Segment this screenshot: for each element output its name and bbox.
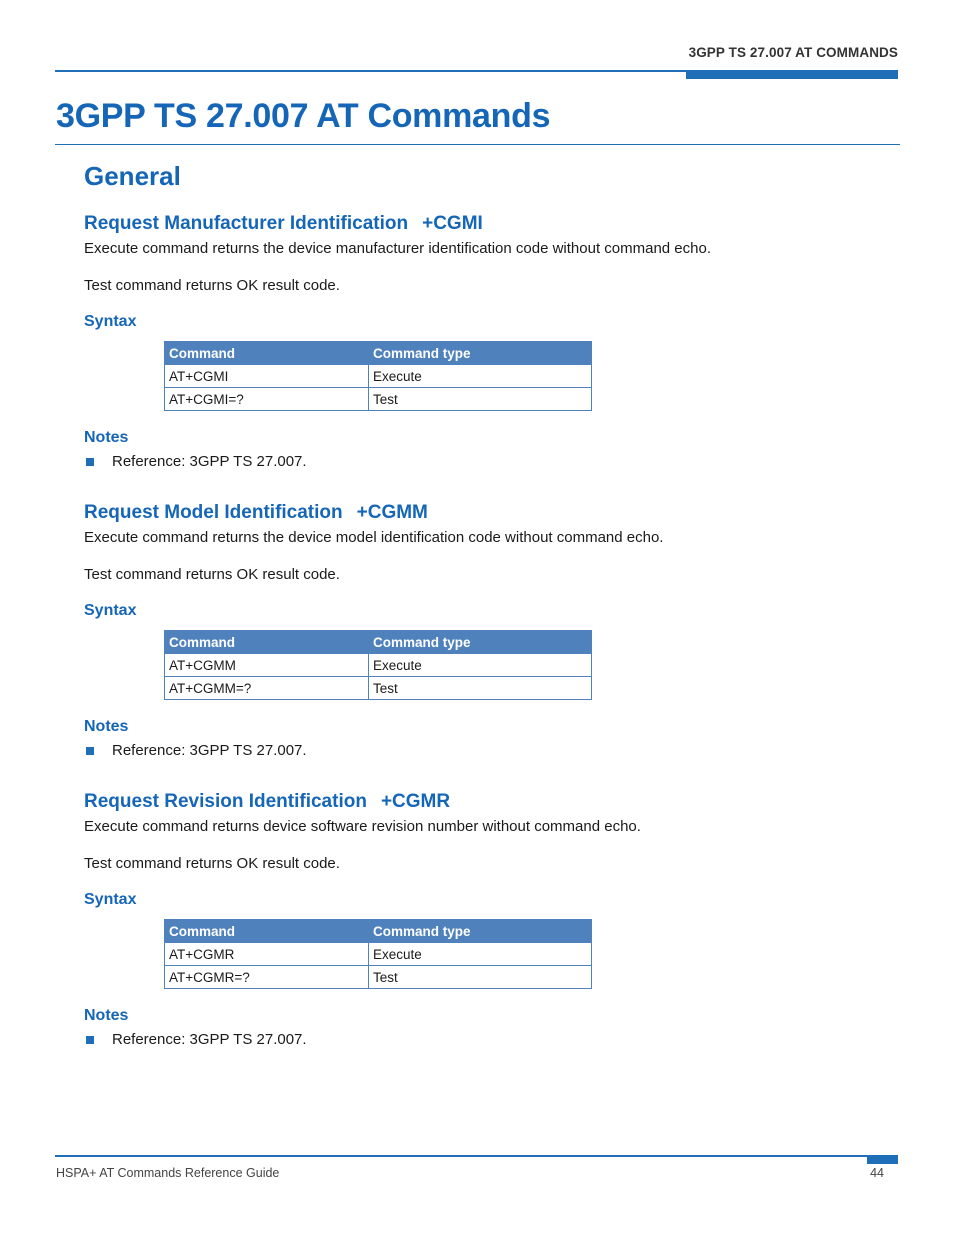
section-cgmr <box>84 788 904 1051</box>
subsection-title <box>84 788 904 816</box>
square-bullet-icon <box>86 747 94 755</box>
subsection-command: +CGMR <box>380 791 451 812</box>
subsection-name: Request Manufacturer Identification <box>84 213 409 234</box>
description-test: Test command returns OK result code. <box>84 277 340 294</box>
title-rule <box>55 144 900 145</box>
page-number: 44 <box>870 1166 884 1180</box>
square-bullet-icon <box>86 458 94 466</box>
notes-heading: Notes <box>84 718 129 735</box>
description-test: Test command returns OK result code. <box>84 566 340 583</box>
cell-type: Test <box>369 388 592 411</box>
notes-heading: Notes <box>84 429 129 446</box>
cell-type: Test <box>369 677 592 700</box>
syntax-table <box>164 919 592 989</box>
description-execute: Execute command returns the device manufacturer identification code without command echo. <box>84 240 711 257</box>
note-text: Reference: 3GPP TS 27.007. <box>112 453 307 470</box>
header-accent-block <box>686 70 898 79</box>
table-row <box>165 388 592 411</box>
cell-type: Execute <box>369 365 592 388</box>
section-cgmi <box>84 210 904 473</box>
subsection-name: Request Model Identification <box>84 502 343 523</box>
column-header-type: Command type <box>369 920 592 943</box>
column-header-command: Command <box>165 920 369 943</box>
running-header: 3GPP TS 27.007 AT COMMANDS <box>688 45 898 60</box>
table-row <box>165 943 592 966</box>
table-row <box>165 654 592 677</box>
footer-rule <box>55 1155 867 1157</box>
list-item <box>84 740 904 762</box>
syntax-table <box>164 630 592 700</box>
syntax-heading: Syntax <box>84 313 137 330</box>
subsection-name: Request Revision Identification <box>84 791 367 812</box>
footer-accent-block <box>867 1155 898 1164</box>
syntax-heading: Syntax <box>84 602 137 619</box>
footer-doc-title: HSPA+ AT Commands Reference Guide <box>56 1166 280 1180</box>
column-header-command: Command <box>165 342 369 365</box>
subsection-command: +CGMM <box>356 502 428 523</box>
syntax-heading: Syntax <box>84 891 137 908</box>
note-text: Reference: 3GPP TS 27.007. <box>112 742 307 759</box>
section-title: General <box>84 161 181 191</box>
header-rule <box>55 70 686 72</box>
page-title: 3GPP TS 27.007 AT Commands <box>56 97 551 135</box>
square-bullet-icon <box>86 1036 94 1044</box>
table-row <box>165 966 592 989</box>
subsection-title <box>84 499 904 527</box>
cell-command: AT+CGMR=? <box>165 966 369 989</box>
section-cgmm <box>84 499 904 762</box>
description-execute: Execute command returns the device model identification code without command echo. <box>84 529 664 546</box>
table-row <box>165 365 592 388</box>
table-header-row <box>165 342 592 365</box>
column-header-command: Command <box>165 631 369 654</box>
table-header-row <box>165 920 592 943</box>
note-text: Reference: 3GPP TS 27.007. <box>112 1031 307 1048</box>
subsection-command: +CGMI <box>422 213 483 234</box>
subsection-title <box>84 210 904 238</box>
cell-type: Execute <box>369 943 592 966</box>
syntax-table <box>164 341 592 411</box>
notes-heading: Notes <box>84 1007 129 1024</box>
list-item <box>84 451 904 473</box>
column-header-type: Command type <box>369 631 592 654</box>
cell-command: AT+CGMM <box>165 654 369 677</box>
cell-command: AT+CGMM=? <box>165 677 369 700</box>
list-item <box>84 1029 904 1051</box>
cell-command: AT+CGMI <box>165 365 369 388</box>
cell-command: AT+CGMI=? <box>165 388 369 411</box>
description-execute: Execute command returns device software revision number without command echo. <box>84 818 641 835</box>
cell-type: Execute <box>369 654 592 677</box>
cell-command: AT+CGMR <box>165 943 369 966</box>
table-header-row <box>165 631 592 654</box>
column-header-type: Command type <box>369 342 592 365</box>
cell-type: Test <box>369 966 592 989</box>
table-row <box>165 677 592 700</box>
description-test: Test command returns OK result code. <box>84 855 340 872</box>
